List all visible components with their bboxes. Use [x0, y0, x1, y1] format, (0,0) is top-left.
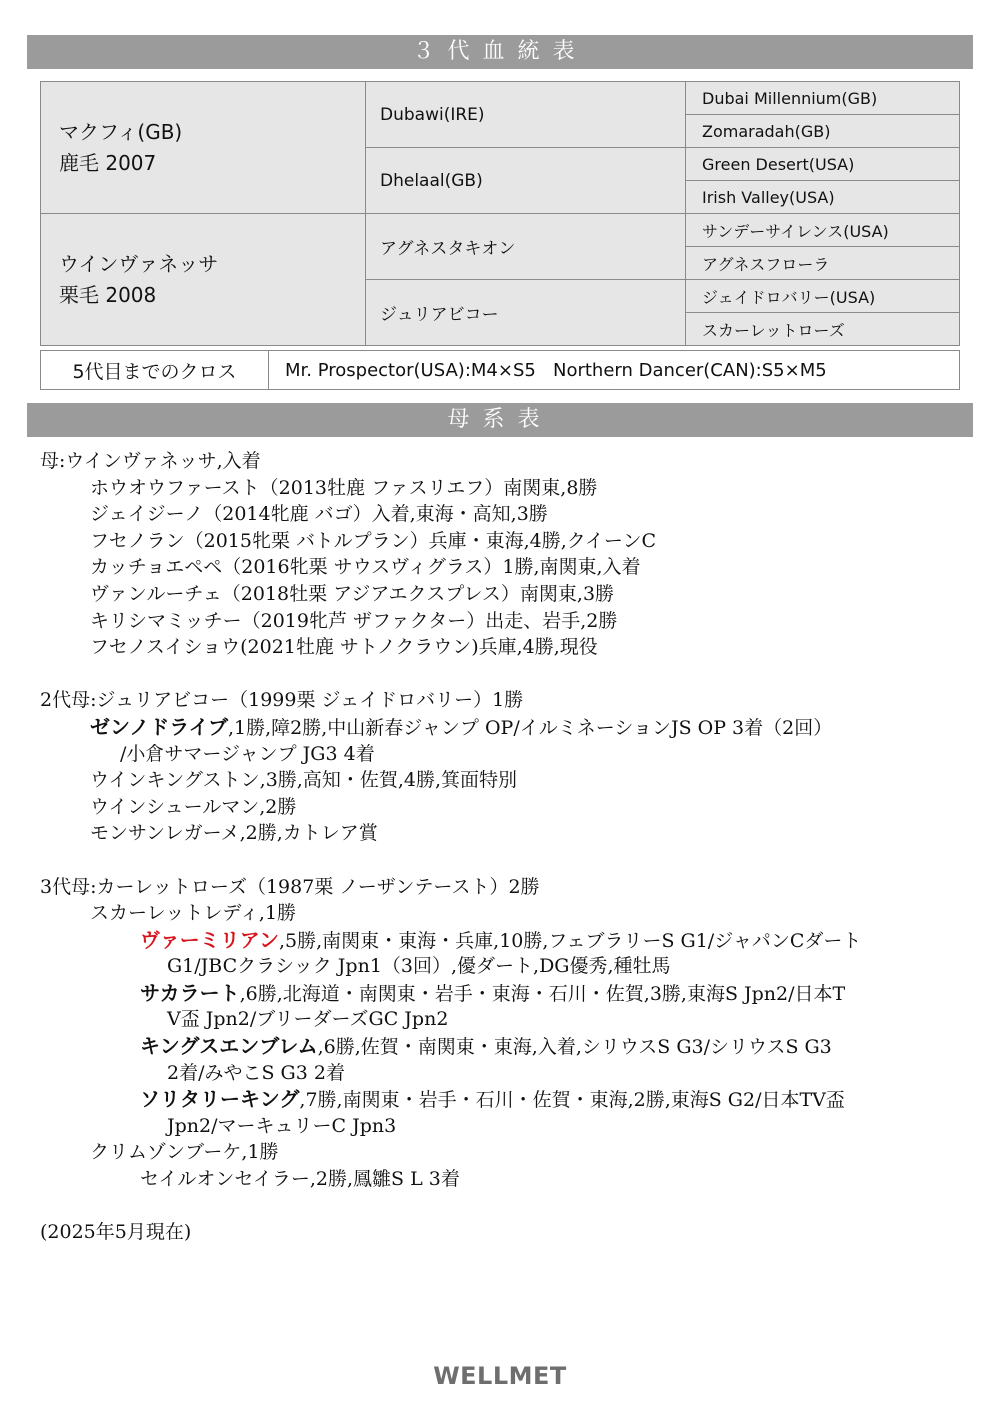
horse-name: ゼンノドライブ	[90, 714, 228, 739]
second-dam-offspring: モンサンレガーメ,2勝,カトレア賞	[90, 822, 378, 845]
sire-cell	[41, 82, 366, 214]
horse-record: ,1勝,障2勝,中山新春ジャンプ OP/イルミネーションJS OP 3着（2回）	[228, 716, 833, 739]
second-dam-header: 2代母:ジュリアビコー（1999栗 ジェイドロバリー）1勝	[40, 689, 524, 712]
dam-dam-dam: スカーレットローズ	[686, 313, 960, 346]
horse-record: ,2勝,鳳雛S L 3着	[309, 1168, 460, 1191]
dam-sire-dam: アグネスフローラ	[686, 247, 960, 280]
sire-sire-dam: Zomaradah(GB)	[686, 115, 960, 148]
horse-name: ヴァーミリアン	[140, 927, 279, 952]
dam-dam-sire: ジェイドロバリー(USA)	[686, 280, 960, 313]
sire-sire-sire: Dubai Millennium(GB)	[686, 82, 960, 115]
as-of-date: (2025年5月現在)	[40, 1221, 192, 1244]
female-line-body	[40, 448, 970, 1246]
dam-offspring: ジェイジーノ（2014牝鹿 バゴ）入着,東海・高知,3勝	[90, 503, 548, 526]
dam-cell	[41, 214, 366, 346]
sire-name: マクフィ(GB)	[59, 119, 183, 144]
pedigree-table	[40, 81, 960, 346]
horse-record: ,5勝,南関東・東海・兵庫,10勝,フェブラリーS G1/ジャパンCダート	[279, 929, 862, 952]
grand-offspring	[40, 1086, 970, 1113]
dam-detail: 栗毛 2008	[59, 282, 157, 307]
third-dam-header: 3代母:カーレットローズ（1987栗 ノーザンテースト）2勝	[40, 875, 540, 898]
dam-header: 母:ウインヴァネッサ,入着	[40, 450, 261, 472]
horse-record: ,7勝,南関東・岩手・石川・佐賀・東海,2勝,東海S G2/日本TV盃	[299, 1089, 845, 1112]
grand-offspring	[40, 980, 970, 1007]
dam-offspring: フセノラン（2015牝栗 バトルプラン）兵庫・東海,4勝,クイーンC	[90, 529, 657, 552]
sire-dam: Dhelaal(GB)	[366, 148, 686, 214]
record-continuation: Jpn2/マーキュリーC Jpn3	[167, 1114, 397, 1137]
record-continuation: 2着/みやこS G3 2着	[167, 1061, 345, 1084]
dam-offspring: フセノスイショウ(2021牡鹿 サトノクラウン)兵庫,4勝,現役	[90, 636, 598, 659]
female-line-header: 母系表	[27, 403, 973, 437]
horse-name: ソリタリーキング	[140, 1087, 300, 1112]
horse-name: キングスエンブレム	[140, 1034, 318, 1059]
sire-detail: 鹿毛 2007	[59, 150, 157, 175]
sire-sire: Dubawi(IRE)	[366, 82, 686, 148]
horse-name: サカラート	[140, 980, 240, 1005]
horse-record: ,6勝,佐賀・南関東・東海,入着,シリウスS G3/シリウスS G3	[317, 1036, 832, 1059]
second-dam-offspring: ウインキングストン,3勝,高知・佐賀,4勝,箕面特別	[90, 769, 518, 792]
cross-label: 5代目までのクロス	[41, 351, 269, 390]
pedigree-header: ３代血統表	[27, 35, 973, 69]
second-dam-offspring	[40, 714, 970, 741]
cross-table	[40, 350, 960, 390]
second-dam-offspring: ウインシュールマン,2勝	[90, 795, 297, 818]
grand-offspring	[40, 1033, 970, 1060]
cross-value: Mr. Prospector(USA):M4×S5 Northern Dancer(CAN):S5×M5	[269, 351, 960, 390]
dam-offspring: ヴァンルーチェ（2018牡栗 アジアエクスプレス）南関東,3勝	[90, 582, 615, 605]
dam-offspring: カッチョエペペ（2016牝栗 サウスヴィグラス）1勝,南関東,入着	[90, 556, 641, 579]
sire-dam-dam: Irish Valley(USA)	[686, 181, 960, 214]
third-dam-offspring: クリムゾンブーケ,1勝	[90, 1141, 279, 1164]
horse-name: セイルオンセイラー	[140, 1168, 310, 1191]
third-dam-offspring: スカーレットレディ,1勝	[90, 902, 297, 925]
grand-offspring	[40, 927, 970, 954]
dam-offspring: ホウオウファースト（2013牡鹿 ファスリエフ）南関東,8勝	[90, 476, 598, 499]
record-continuation: V盃 Jpn2/ブリーダーズGC Jpn2	[167, 1008, 449, 1031]
dam-dam: ジュリアビコー	[366, 280, 686, 346]
horse-record: ,6勝,北海道・南関東・岩手・東海・石川・佐賀,3勝,東海S Jpn2/日本T	[239, 982, 846, 1005]
dam-sire-sire: サンデーサイレンス(USA)	[686, 214, 960, 247]
record-continuation: /小倉サマージャンプ JG3 4着	[120, 742, 375, 765]
dam-offspring: キリシマミッチー（2019牝芦 ザファクター）出走、岩手,2勝	[90, 609, 618, 632]
grand-offspring	[40, 1166, 970, 1193]
record-continuation: G1/JBCクラシック Jpn1（3回）,優ダート,DG優秀,種牡馬	[167, 955, 671, 978]
wellmet-logo: WELLMET	[433, 1362, 567, 1390]
dam-sire: アグネスタキオン	[366, 214, 686, 280]
dam-name: ウインヴァネッサ	[59, 251, 219, 276]
sire-dam-sire: Green Desert(USA)	[686, 148, 960, 181]
